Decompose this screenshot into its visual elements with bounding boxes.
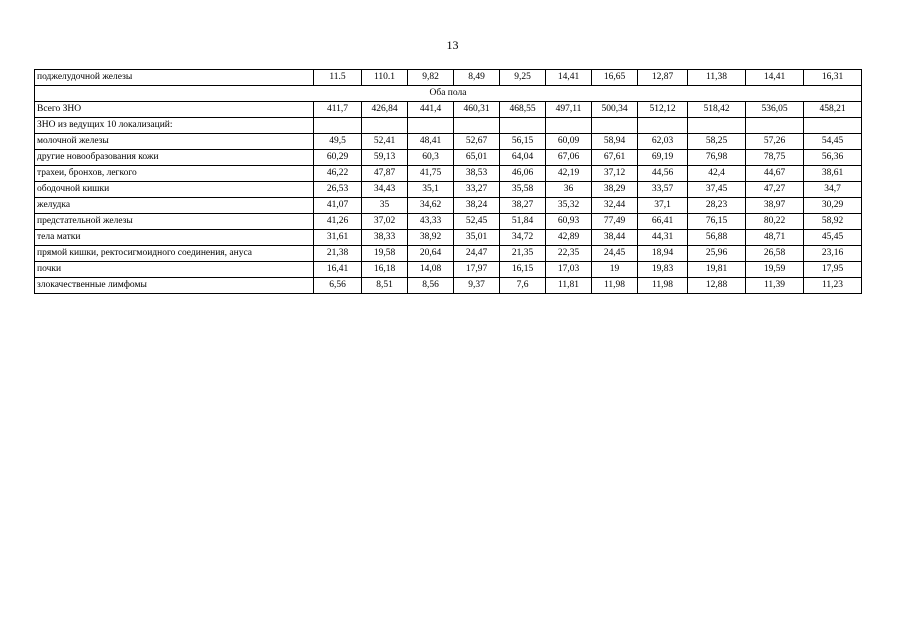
value-cell: 47,27 (746, 182, 804, 198)
value-cell: 28,23 (688, 198, 746, 214)
row-label: желудка (35, 198, 314, 214)
row-label: ободочной кишки (35, 182, 314, 198)
value-cell (454, 118, 500, 134)
value-cell: 21,35 (500, 246, 546, 262)
value-cell: 17,97 (454, 262, 500, 278)
row-label: молочной железы (35, 134, 314, 150)
value-cell: 6,56 (314, 278, 362, 294)
value-cell: 14,41 (746, 70, 804, 86)
value-cell: 14,41 (546, 70, 592, 86)
value-cell: 35,58 (500, 182, 546, 198)
value-cell: 35,32 (546, 198, 592, 214)
value-cell: 51,84 (500, 214, 546, 230)
value-cell: 23,16 (804, 246, 862, 262)
value-cell: 500,34 (592, 102, 638, 118)
value-cell (500, 118, 546, 134)
row-label: поджелудочной железы (35, 70, 314, 86)
row-label: другие новообразования кожи (35, 150, 314, 166)
value-cell: 76,98 (688, 150, 746, 166)
value-cell: 34,72 (500, 230, 546, 246)
value-cell: 441,4 (408, 102, 454, 118)
row-label: почки (35, 262, 314, 278)
value-cell: 35 (362, 198, 408, 214)
value-cell: 536,05 (746, 102, 804, 118)
value-cell: 56,15 (500, 134, 546, 150)
row-label: Всего ЗНО (35, 102, 314, 118)
table-row (35, 134, 862, 150)
value-cell: 38,33 (362, 230, 408, 246)
value-cell: 17,03 (546, 262, 592, 278)
value-cell: 8,51 (362, 278, 408, 294)
table-row (35, 118, 862, 134)
value-cell: 41,07 (314, 198, 362, 214)
value-cell: 11,98 (638, 278, 688, 294)
row-label: прямой кишки, ректосигмоидного соединения, ануса (35, 246, 314, 262)
value-cell: 60,3 (408, 150, 454, 166)
value-cell: 35,1 (408, 182, 454, 198)
value-cell: 11.5 (314, 70, 362, 86)
value-cell: 44,31 (638, 230, 688, 246)
page-number: 13 (446, 38, 459, 52)
value-cell: 7,6 (500, 278, 546, 294)
value-cell: 33,27 (454, 182, 500, 198)
value-cell: 42,19 (546, 166, 592, 182)
value-cell: 9,25 (500, 70, 546, 86)
table-row (35, 198, 862, 214)
row-label: трахеи, бронхов, легкого (35, 166, 314, 182)
value-cell: 67,06 (546, 150, 592, 166)
value-cell: 49,5 (314, 134, 362, 150)
value-cell: 44,67 (746, 166, 804, 182)
value-cell: 110.1 (362, 70, 408, 86)
value-cell: 17,95 (804, 262, 862, 278)
value-cell: 42,89 (546, 230, 592, 246)
value-cell: 48,71 (746, 230, 804, 246)
row-label: предстательной железы (35, 214, 314, 230)
value-cell (314, 118, 362, 134)
value-cell: 77,49 (592, 214, 638, 230)
value-cell: 60,09 (546, 134, 592, 150)
value-cell: 20,64 (408, 246, 454, 262)
value-cell: 16,65 (592, 70, 638, 86)
value-cell: 26,58 (746, 246, 804, 262)
value-cell: 44,56 (638, 166, 688, 182)
section-header-row (35, 86, 862, 102)
value-cell: 45,45 (804, 230, 862, 246)
value-cell: 37,45 (688, 182, 746, 198)
value-cell: 52,67 (454, 134, 500, 150)
value-cell: 48,41 (408, 134, 454, 150)
value-cell: 38,27 (500, 198, 546, 214)
value-cell: 42,4 (688, 166, 746, 182)
value-cell (546, 118, 592, 134)
value-cell: 9,37 (454, 278, 500, 294)
value-cell: 460,31 (454, 102, 500, 118)
value-cell: 52,41 (362, 134, 408, 150)
value-cell: 19,58 (362, 246, 408, 262)
value-cell: 60,29 (314, 150, 362, 166)
value-cell (408, 118, 454, 134)
value-cell: 18,94 (638, 246, 688, 262)
value-cell: 11,98 (592, 278, 638, 294)
value-cell: 21,38 (314, 246, 362, 262)
value-cell: 33,57 (638, 182, 688, 198)
value-cell: 12,88 (688, 278, 746, 294)
value-cell: 16,31 (804, 70, 862, 86)
value-cell (362, 118, 408, 134)
value-cell: 32,44 (592, 198, 638, 214)
value-cell: 38,44 (592, 230, 638, 246)
value-cell: 62,03 (638, 134, 688, 150)
value-cell: 31,61 (314, 230, 362, 246)
value-cell: 8,56 (408, 278, 454, 294)
value-cell: 19,83 (638, 262, 688, 278)
value-cell: 58,94 (592, 134, 638, 150)
value-cell: 512,12 (638, 102, 688, 118)
value-cell: 38,61 (804, 166, 862, 182)
value-cell: 11,23 (804, 278, 862, 294)
value-cell: 41,75 (408, 166, 454, 182)
value-cell: 34,62 (408, 198, 454, 214)
value-cell: 56,36 (804, 150, 862, 166)
value-cell: 78,75 (746, 150, 804, 166)
value-cell: 59,13 (362, 150, 408, 166)
value-cell: 34,7 (804, 182, 862, 198)
value-cell: 65,01 (454, 150, 500, 166)
incidence-table (34, 69, 862, 294)
value-cell: 37,12 (592, 166, 638, 182)
table-row (35, 182, 862, 198)
row-label: тела матки (35, 230, 314, 246)
value-cell: 11,38 (688, 70, 746, 86)
table-row (35, 262, 862, 278)
table-row (35, 102, 862, 118)
value-cell: 46,22 (314, 166, 362, 182)
value-cell: 9,82 (408, 70, 454, 86)
value-cell: 54,45 (804, 134, 862, 150)
value-cell: 38,92 (408, 230, 454, 246)
value-cell: 30,29 (804, 198, 862, 214)
value-cell: 35,01 (454, 230, 500, 246)
table-row (35, 150, 862, 166)
value-cell: 22,35 (546, 246, 592, 262)
value-cell: 41,26 (314, 214, 362, 230)
value-cell: 26,53 (314, 182, 362, 198)
value-cell: 60,93 (546, 214, 592, 230)
value-cell: 19,59 (746, 262, 804, 278)
value-cell: 67,61 (592, 150, 638, 166)
row-label: злокачественные лимфомы (35, 278, 314, 294)
value-cell: 57,26 (746, 134, 804, 150)
value-cell: 38,24 (454, 198, 500, 214)
value-cell: 16,15 (500, 262, 546, 278)
value-cell: 36 (546, 182, 592, 198)
value-cell: 11,81 (546, 278, 592, 294)
value-cell (638, 118, 688, 134)
table-row (35, 230, 862, 246)
value-cell: 38,97 (746, 198, 804, 214)
table-row (35, 246, 862, 262)
value-cell: 19 (592, 262, 638, 278)
value-cell: 76,15 (688, 214, 746, 230)
value-cell: 37,1 (638, 198, 688, 214)
value-cell: 458,21 (804, 102, 862, 118)
value-cell: 25,96 (688, 246, 746, 262)
value-cell: 24,47 (454, 246, 500, 262)
value-cell: 24,45 (592, 246, 638, 262)
table-row (35, 278, 862, 294)
value-cell: 69,19 (638, 150, 688, 166)
value-cell (592, 118, 638, 134)
value-cell: 16,18 (362, 262, 408, 278)
value-cell: 58,92 (804, 214, 862, 230)
value-cell: 8,49 (454, 70, 500, 86)
value-cell (746, 118, 804, 134)
value-cell: 19,81 (688, 262, 746, 278)
value-cell: 468,55 (500, 102, 546, 118)
value-cell: 411,7 (314, 102, 362, 118)
table-row (35, 70, 862, 86)
value-cell: 58,25 (688, 134, 746, 150)
value-cell: 56,88 (688, 230, 746, 246)
value-cell: 80,22 (746, 214, 804, 230)
value-cell: 64,04 (500, 150, 546, 166)
value-cell: 52,45 (454, 214, 500, 230)
value-cell (688, 118, 746, 134)
table-row (35, 214, 862, 230)
value-cell: 14,08 (408, 262, 454, 278)
table-body (35, 70, 862, 294)
value-cell: 16,41 (314, 262, 362, 278)
value-cell: 46,06 (500, 166, 546, 182)
value-cell: 38,53 (454, 166, 500, 182)
value-cell: 37,02 (362, 214, 408, 230)
table-row (35, 166, 862, 182)
value-cell: 34,43 (362, 182, 408, 198)
value-cell: 497,11 (546, 102, 592, 118)
value-cell: 11,39 (746, 278, 804, 294)
value-cell: 47,87 (362, 166, 408, 182)
value-cell: 66,41 (638, 214, 688, 230)
value-cell: 38,29 (592, 182, 638, 198)
value-cell: 12,87 (638, 70, 688, 86)
row-label: ЗНО из ведущих 10 локализаций: (35, 118, 314, 134)
value-cell: 426,84 (362, 102, 408, 118)
section-header-cell: Оба пола (35, 86, 862, 102)
value-cell: 518,42 (688, 102, 746, 118)
value-cell (804, 118, 862, 134)
value-cell: 43,33 (408, 214, 454, 230)
